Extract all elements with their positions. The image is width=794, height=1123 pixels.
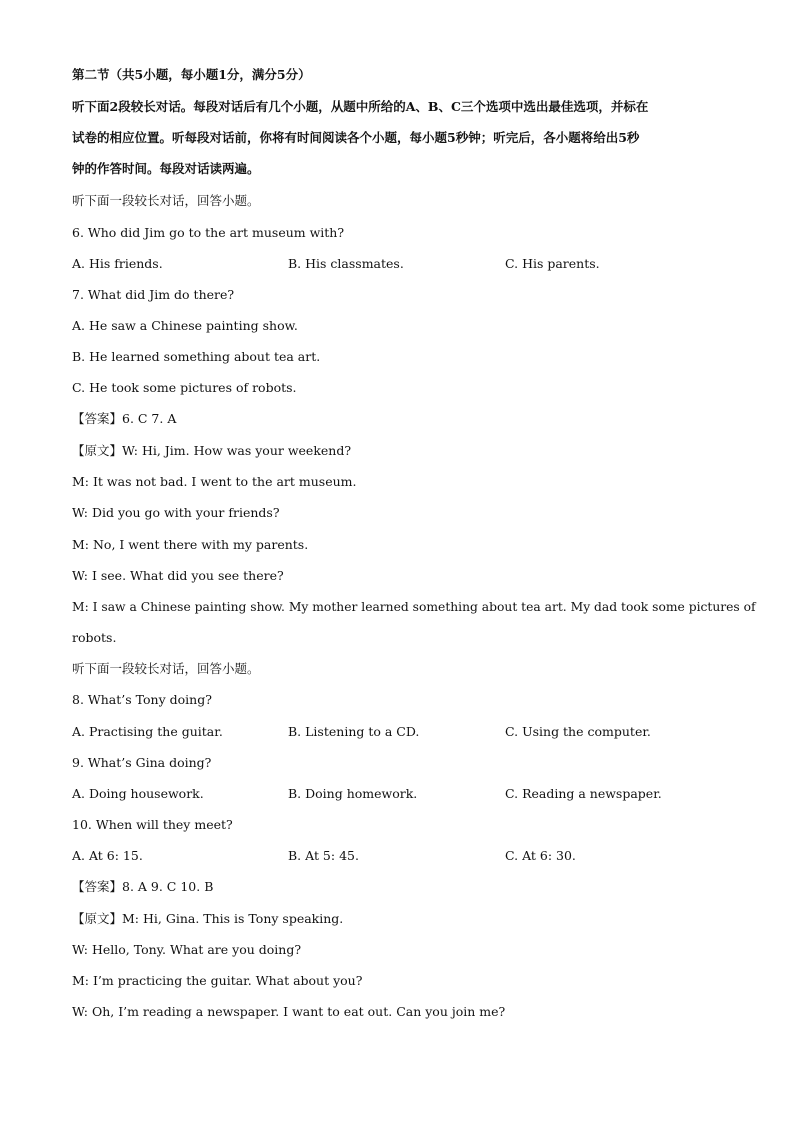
question-8-option-b: B. Listening to a CD. [288, 724, 420, 739]
dialogue-1-transcript-line-5: W: I see. What did you see there? [72, 568, 284, 583]
question-6-option-b: B. His classmates. [288, 256, 404, 271]
question-9-option-c: C. Reading a newspaper. [505, 786, 662, 801]
question-8: 8. What’s Tony doing? [72, 692, 212, 707]
dialogue-2-transcript-line-1: 【原文】M: Hi, Gina. This is Tony speaking. [72, 911, 344, 926]
dialogue-1-transcript-line-3: W: Did you go with your friends? [72, 505, 280, 520]
dialogue-1-transcript-line-1: 【原文】W: Hi, Jim. How was your weekend? [72, 443, 352, 458]
question-7-option-a: A. He saw a Chinese painting show. [72, 318, 298, 333]
dialogue-2-transcript-line-4: W: Oh, I’m reading a newspaper. I want to eat out. Can you join me? [72, 1004, 506, 1019]
dialogue-2-transcript-line-3: M: I’m practicing the guitar. What about you? [72, 973, 363, 988]
question-9-option-a: A. Doing housework. [72, 786, 204, 801]
question-9: 9. What’s Gina doing? [72, 755, 212, 770]
question-9-option-b: B. Doing homework. [288, 786, 418, 801]
dialogue-1-transcript-line-6: M: I saw a Chinese painting show. My mother learned something about tea art. My dad took some pictures of [72, 600, 756, 614]
question-7-option-c: C. He took some pictures of robots. [72, 380, 297, 395]
question-10-option-a: A. At 6: 15. [72, 848, 143, 863]
dialogue-1-answer: 【答案】6. C 7. A [72, 411, 177, 426]
question-10-option-c: C. At 6: 30. [505, 848, 576, 863]
question-7: 7. What did Jim do there? [72, 287, 235, 302]
question-8-option-a: A. Practising the guitar. [72, 724, 223, 739]
dialogue-1-transcript-line-4: M: No, I went there with my parents. [72, 537, 309, 552]
question-8-option-c: C. Using the computer. [505, 724, 651, 739]
question-6-option-c: C. His parents. [505, 256, 600, 271]
question-7-option-b: B. He learned something about tea art. [72, 349, 321, 364]
question-10-option-b: B. At 5: 45. [288, 848, 359, 863]
question-10: 10. When will they meet? [72, 817, 233, 832]
instruction-line-2: 试卷的相应位置。听每段对话前，你将有时间阅读各个小题，每小题5秒钟；听完后，各小题将给出5秒 [72, 130, 640, 145]
section-title: 第二节（共5小题，每小题1分，满分5分） [72, 67, 311, 82]
dialogue-1-intro: 听下面一段较长对话，回答小题。 [72, 193, 260, 208]
dialogue-1-transcript-line-2: M: It was not bad. I went to the art museum. [72, 474, 357, 489]
dialogue-2-transcript-line-2: W: Hello, Tony. What are you doing? [72, 942, 302, 957]
instruction-line-1: 听下面2段较长对话。每段对话后有几个小题，从题中所给的A、B、C三个选项中选出最佳选项，并标在 [72, 99, 649, 114]
dialogue-2-intro: 听下面一段较长对话，回答小题。 [72, 661, 260, 676]
instruction-line-3: 钟的作答时间。每段对话读两遍。 [72, 161, 260, 176]
question-6: 6. Who did Jim go to the art museum with? [72, 225, 345, 240]
dialogue-2-answer: 【答案】8. A 9. C 10. B [72, 879, 214, 894]
question-6-option-a: A. His friends. [72, 256, 163, 271]
dialogue-1-transcript-line-7: robots. [72, 630, 117, 645]
